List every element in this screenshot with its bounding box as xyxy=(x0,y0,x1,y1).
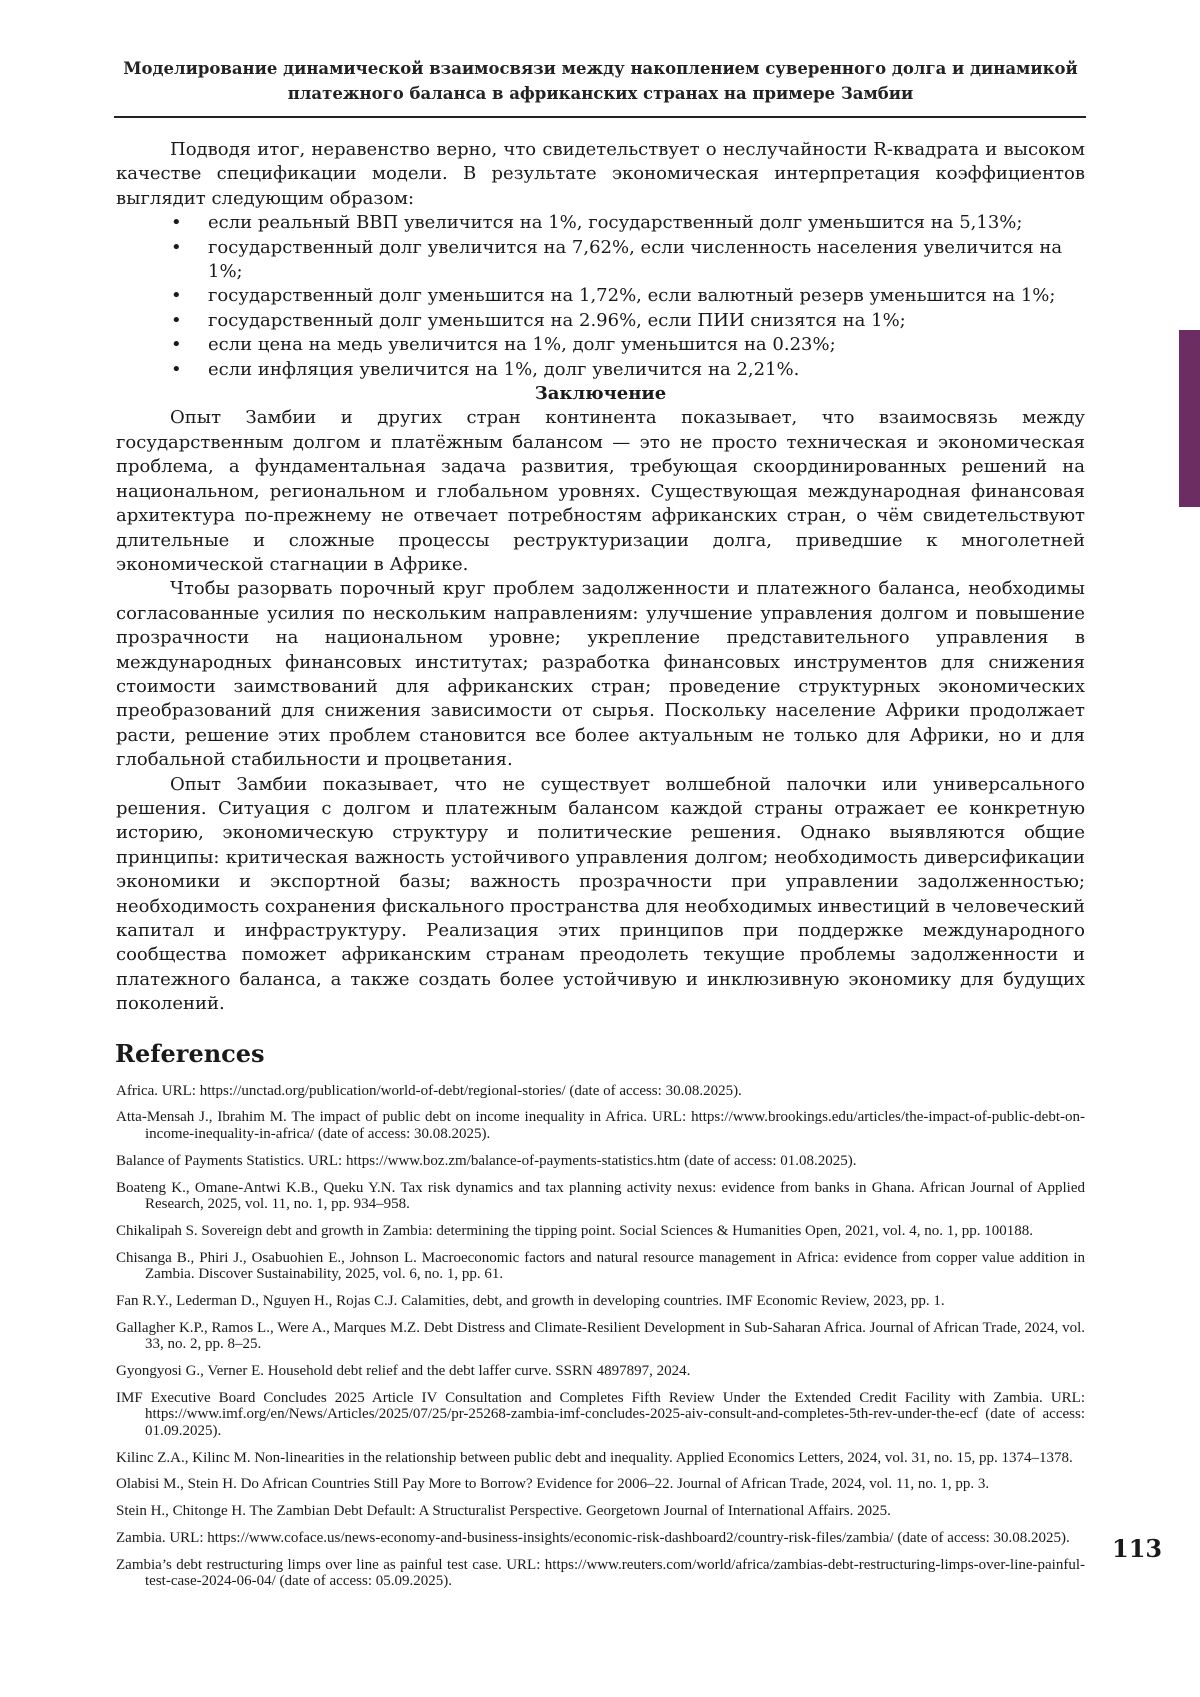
conclusion-paragraph: Опыт Замбии и других стран континента показывает, что взаимосвязь между государственным долгом и платёжным балансом — это не просто техническая и экономическая проблема, а фундаментальная задача развития, требующая скоординированных решений на национальном, региональном и глобальном уровнях. Существующая международная финансовая архитектура по-прежнему не отвечает потребностям африканских стран, о чём свидетельствуют длительные и сложные процессы реструктуризации долга, приведшие к многолетней экономической стагнации в Африке. xyxy=(116,407,1085,575)
list-item xyxy=(116,211,1085,235)
reference-item: Gyongyosi G., Verner E. Household debt relief and the debt laffer curve. SSRN 4897897, 2024. xyxy=(116,1363,691,1379)
page-number: 113 xyxy=(1112,1534,1163,1563)
conclusion-paragraph: Опыт Замбии показывает, что не существует волшебной палочки или универсального решения. Ситуация с долгом и платежным балансом каждой страны отражает ее конкретную историю, экономическую структуру и политические решения. Однако выявляются общие принципы: критическая важность устойчивого управления долгом; необходимость диверсификации экономики и экспортной базы; важность прозрачности при управлении задолженностью; необходимость сохранения фискального пространства для необходимых инвестиций в человеческий капитал и инфраструктуру. Реализация этих принципов при поддержке международного сообщества поможет африканским странам преодолеть текущие проблемы задолженности и платежного баланса, а также создать более устойчивую и инклюзивную экономику для будущих поколений. xyxy=(116,773,1085,1015)
reference-item: Chisanga B., Phiri J., Osabuohien E., Johnson L. Macroeconomic factors and natural resource management in Africa: evidence from copper value addition in Zambia. Discover Sustainability, 2025, vol. 6, no. 1, pp. 61. xyxy=(116,1249,1085,1283)
list-item xyxy=(116,236,1085,285)
reference-item: Chikalipah S. Sovereign debt and growth in Zambia: determining the tipping point. Social Sciences & Humanities Open, 2021, vol. 4, no. 1, pp. 100188. xyxy=(116,1222,1033,1239)
running-header xyxy=(116,56,1085,106)
references-list xyxy=(116,1083,1085,1590)
list-item-text: если реальный ВВП увеличится на 1%, государственный долг уменьшится на 5,13%; xyxy=(208,212,1023,234)
bullet-icon: • xyxy=(171,285,182,307)
list-item-text: если цена на медь увеличится на 1%, долг уменьшится на 0.23%; xyxy=(208,334,836,356)
conclusion-heading: Заключение xyxy=(534,383,667,405)
reference-item: Stein H., Chitonge H. The Zambian Debt Default: A Structuralist Perspective. Georgetown Journal of International Affairs. 2025. xyxy=(116,1503,891,1520)
reference-item: Fan R.Y., Lederman D., Nguyen H., Rojas C.J. Calamities, debt, and growth in developing countries. IMF Economic Review, 2023, pp. 1. xyxy=(116,1292,945,1309)
list-item xyxy=(116,333,1085,357)
conclusion-paragraph: Чтобы разорвать порочный круг проблем задолженности и платежного баланса, необходимы согласованные усилия по нескольким направлениям: улучшение управления долгом и повышение прозрачности на национальном уровне; укрепление представительного управления в международных финансовых институтах; разработка финансовых инструментов для снижения стоимости заимствований для африканских стран; проведение структурных экономических преобразований для снижения зависимости от сырья. Поскольку население Африки продолжает расти, решение этих проблем становится все более актуальным не только для Африки, но и для глобальной стабильности и процветания. xyxy=(116,578,1085,771)
coefficient-list xyxy=(116,211,1085,382)
reference-item: Zambia’s debt restructuring limps over line as painful test case. URL: https://www.reuters.com/world/africa/zambias-debt-restructuring-limps-over-line-painful-test-case-2024-06-04/ (date of access: 05.09.2025). xyxy=(116,1556,1085,1590)
reference-item: Kilinc Z.A., Kilinc M. Non-linearities in the relationship between public debt and inequality. Applied Economics Letters, 2024, vol. 31, no. 15, pp. 1374–1378. xyxy=(116,1449,1073,1466)
list-item-text: государственный долг уменьшится на 1,72%, если валютный резерв уменьшится на 1%; xyxy=(208,285,1056,307)
reference-item: Balance of Payments Statistics. URL: https://www.boz.zm/balance-of-payments-statistics.htm (date of access: 01.08.2025). xyxy=(116,1152,857,1169)
bullet-icon: • xyxy=(171,212,182,234)
reference-item: Olabisi M., Stein H. Do African Countries Still Pay More to Borrow? Evidence for 2006–22. Journal of African Trade, 2024, vol. 11, no. 1, pp. 3. xyxy=(116,1476,990,1493)
references-heading: References xyxy=(115,1038,265,1068)
section-thumb-tab xyxy=(1179,330,1200,507)
list-item-text: если инфляция увеличится на 1%, долг увеличится на 2,21%. xyxy=(208,358,800,380)
running-header-line-1: Моделирование динамической взаимосвязи между накоплением суверенного долга и динамикой xyxy=(123,59,1078,78)
bullet-icon: • xyxy=(171,236,182,258)
reference-item: Atta-Mensah J., Ibrahim M. The impact of public debt on income inequality in Africa. URL: https://www.brookings.edu/articles/the-impact-of-public-debt-on-income-inequality-in-africa/ (date of access: 30.08.2025). xyxy=(116,1109,1085,1142)
running-header-line-2: платежного баланса в африканских странах на примере Замбии xyxy=(287,84,914,103)
bullet-icon: • xyxy=(171,309,182,331)
bullet-icon: • xyxy=(171,358,182,380)
list-item xyxy=(116,358,1085,382)
intro-paragraph: Подводя итог, неравенство верно, что свидетельствует о неслучайности R-квадрата и высоком качестве спецификации модели. В результате экономическая интерпретация коэффициентов выглядит следующим образом: xyxy=(116,139,1085,209)
list-item xyxy=(116,284,1085,308)
list-item xyxy=(116,309,1085,333)
header-divider xyxy=(114,116,1086,118)
bullet-icon: • xyxy=(171,334,182,356)
reference-item: Zambia. URL: https://www.coface.us/news-economy-and-business-insights/economic-risk-dashboard2/country-risk-files/zambia/ (date of access: 30.08.2025). xyxy=(116,1529,1070,1546)
reference-item: Gallagher K.P., Ramos L., Were A., Marques M.Z. Debt Distress and Climate-Resilient Development in Sub-Saharan Africa. Journal of African Trade, 2024, vol. 33, no. 2, pp. 8–25. xyxy=(116,1319,1085,1353)
page-content xyxy=(116,138,1085,1600)
reference-item: IMF Executive Board Concludes 2025 Article IV Consultation and Completes Fifth Review Under the Extended Credit Facility with Zambia. URL: https://www.imf.org/en/News/Articles/2025/07/25/pr-25268-zambia-imf-concludes-2025-aiv-consult-and-completes-5th-rev-under-the-ecf (date of access: 01.09.2025). xyxy=(116,1389,1085,1439)
article-body xyxy=(116,138,1085,1017)
list-item-text: государственный долг уменьшится на 2.96%, если ПИИ снизятся на 1%; xyxy=(208,309,906,331)
list-item-text: государственный долг увеличится на 7,62%, если численность населения увеличится на 1%; xyxy=(208,236,1063,283)
reference-item: Boateng K., Omane-Antwi K.B., Queku Y.N. Tax risk dynamics and tax planning activity nexus: evidence from banks in Ghana. African Journal of Applied Research, 2025, vol. 11, no. 1, pp. 934–958. xyxy=(116,1179,1085,1213)
reference-item: Africa. URL: https://unctad.org/publication/world-of-debt/regional-stories/ (date of access: 30.08.2025). xyxy=(116,1082,742,1099)
